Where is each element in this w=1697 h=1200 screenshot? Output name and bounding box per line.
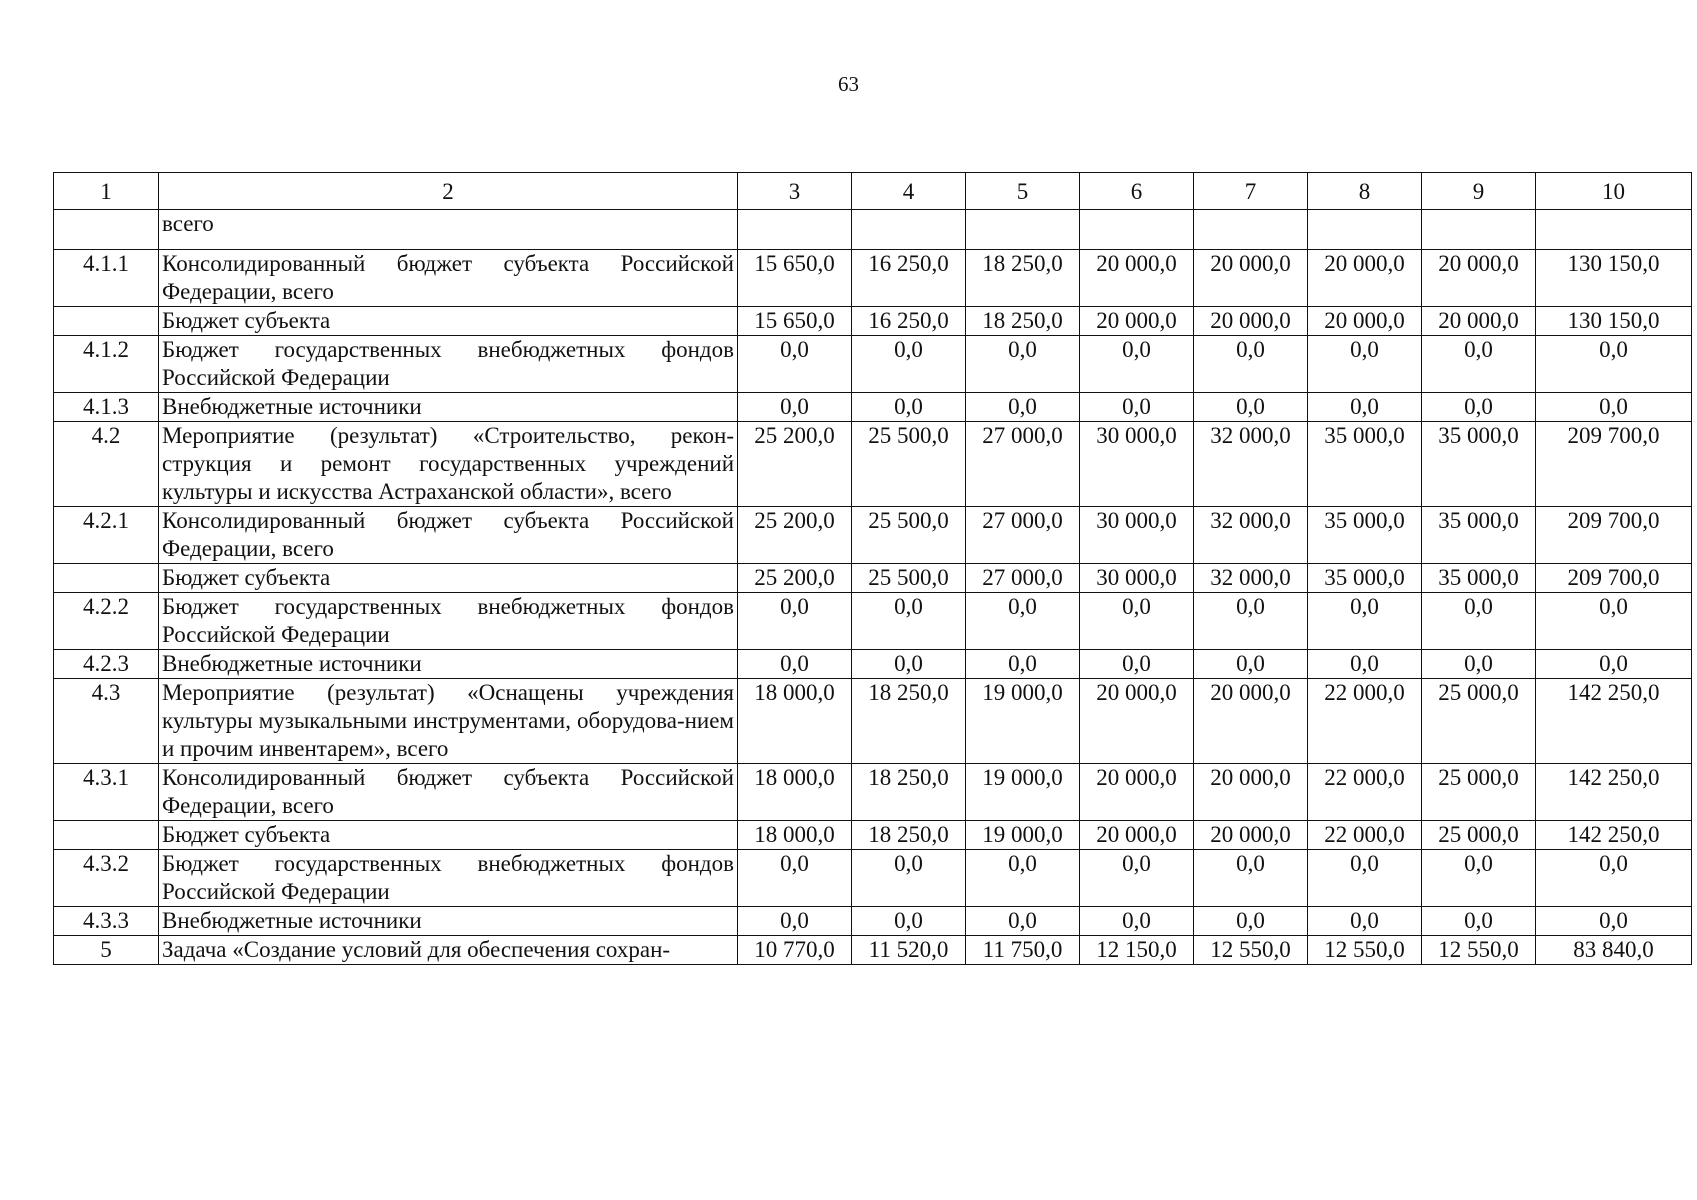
row-name: Внебюджетные источники (159, 393, 738, 422)
row-number: 4.3.2 (54, 850, 159, 907)
row-value: 0,0 (1308, 336, 1422, 393)
column-header: 3 (738, 173, 852, 210)
row-number (54, 210, 159, 250)
row-name: Бюджет государственных внебюджетных фондов Российской Федерации (159, 593, 738, 650)
row-total-value: 0,0 (1536, 593, 1692, 650)
row-value: 32 000,0 (1194, 422, 1308, 507)
row-value: 12 150,0 (1080, 936, 1194, 965)
row-value: 0,0 (1308, 907, 1422, 936)
row-name: Консолидированный бюджет субъекта Российской Федерации, всего (159, 507, 738, 564)
row-value: 0,0 (1194, 336, 1308, 393)
row-value: 0,0 (966, 850, 1080, 907)
row-name: Бюджет государственных внебюджетных фондов Российской Федерации (159, 850, 738, 907)
table-row (54, 336, 1692, 393)
row-value: 0,0 (738, 336, 852, 393)
row-value: 12 550,0 (1194, 936, 1308, 965)
row-value: 11 520,0 (852, 936, 966, 965)
row-value: 25 000,0 (1422, 679, 1536, 764)
row-value: 0,0 (852, 907, 966, 936)
table-row (54, 564, 1692, 593)
row-number: 4.2.1 (54, 507, 159, 564)
row-name: всего (159, 210, 738, 250)
row-value: 20 000,0 (1308, 307, 1422, 336)
row-value: 20 000,0 (1194, 307, 1308, 336)
row-value: 18 000,0 (738, 821, 852, 850)
row-total-value: 142 250,0 (1536, 764, 1692, 821)
row-value: 0,0 (1080, 593, 1194, 650)
row-value: 0,0 (738, 650, 852, 679)
row-value: 0,0 (852, 850, 966, 907)
row-value: 0,0 (966, 907, 1080, 936)
row-value: 0,0 (1308, 393, 1422, 422)
page-number: 63 (838, 72, 859, 96)
row-value: 25 000,0 (1422, 764, 1536, 821)
row-value: 0,0 (852, 650, 966, 679)
row-value: 25 000,0 (1422, 821, 1536, 850)
row-value (966, 210, 1080, 250)
column-header: 4 (852, 173, 966, 210)
table-row (54, 210, 1692, 250)
table-body (54, 210, 1692, 965)
row-total-value: 0,0 (1536, 850, 1692, 907)
row-value: 0,0 (1422, 907, 1536, 936)
row-value: 22 000,0 (1308, 679, 1422, 764)
row-total-value: 83 840,0 (1536, 936, 1692, 965)
table-row (54, 250, 1692, 307)
row-value: 32 000,0 (1194, 507, 1308, 564)
row-value: 20 000,0 (1422, 250, 1536, 307)
table-row (54, 507, 1692, 564)
row-value: 30 000,0 (1080, 564, 1194, 593)
row-value: 18 250,0 (852, 679, 966, 764)
row-value (1194, 210, 1308, 250)
column-header: 1 (54, 173, 159, 210)
row-number: 4.2 (54, 422, 159, 507)
row-value: 0,0 (1422, 593, 1536, 650)
row-number: 4.1.3 (54, 393, 159, 422)
row-value: 27 000,0 (966, 422, 1080, 507)
column-header: 7 (1194, 173, 1308, 210)
row-value: 20 000,0 (1194, 821, 1308, 850)
row-name: Бюджет субъекта (159, 564, 738, 593)
row-value: 25 500,0 (852, 564, 966, 593)
column-number-header-row (54, 173, 1692, 210)
row-name: Задача «Создание условий для обеспечения сохран- (159, 936, 738, 965)
row-value: 0,0 (1194, 593, 1308, 650)
row-value: 0,0 (1194, 850, 1308, 907)
row-value: 22 000,0 (1308, 821, 1422, 850)
row-name: Внебюджетные источники (159, 650, 738, 679)
column-header: 9 (1422, 173, 1536, 210)
row-value: 0,0 (1080, 393, 1194, 422)
row-value: 0,0 (1308, 850, 1422, 907)
row-total-value: 130 150,0 (1536, 307, 1692, 336)
row-value: 0,0 (738, 593, 852, 650)
row-value: 32 000,0 (1194, 564, 1308, 593)
row-value: 20 000,0 (1080, 679, 1194, 764)
table-row (54, 650, 1692, 679)
table-row (54, 764, 1692, 821)
table-row (54, 593, 1692, 650)
table-row (54, 850, 1692, 907)
row-total-value: 0,0 (1536, 650, 1692, 679)
row-value: 0,0 (966, 393, 1080, 422)
row-name: Бюджет субъекта (159, 821, 738, 850)
row-value: 0,0 (1080, 650, 1194, 679)
row-value: 12 550,0 (1308, 936, 1422, 965)
row-value: 18 250,0 (966, 250, 1080, 307)
row-value (738, 210, 852, 250)
table-row (54, 307, 1692, 336)
row-total-value: 209 700,0 (1536, 507, 1692, 564)
row-value: 0,0 (738, 393, 852, 422)
row-number: 4.3.1 (54, 764, 159, 821)
row-value: 25 200,0 (738, 564, 852, 593)
row-value: 27 000,0 (966, 564, 1080, 593)
row-value: 35 000,0 (1308, 564, 1422, 593)
table-row (54, 907, 1692, 936)
row-value: 20 000,0 (1194, 250, 1308, 307)
row-value: 15 650,0 (738, 307, 852, 336)
column-header: 6 (1080, 173, 1194, 210)
row-value: 19 000,0 (966, 821, 1080, 850)
column-header: 10 (1536, 173, 1692, 210)
row-value: 19 000,0 (966, 764, 1080, 821)
row-value: 0,0 (1080, 850, 1194, 907)
row-value: 0,0 (966, 336, 1080, 393)
row-name: Внебюджетные источники (159, 907, 738, 936)
row-value: 0,0 (1308, 593, 1422, 650)
column-header: 2 (159, 173, 738, 210)
row-total-value: 142 250,0 (1536, 679, 1692, 764)
row-value: 0,0 (966, 650, 1080, 679)
row-value: 20 000,0 (1080, 764, 1194, 821)
row-value: 20 000,0 (1080, 250, 1194, 307)
row-value (1308, 210, 1422, 250)
row-total-value: 0,0 (1536, 393, 1692, 422)
row-value: 35 000,0 (1308, 507, 1422, 564)
row-number: 4.3.3 (54, 907, 159, 936)
row-name: Консолидированный бюджет субъекта Российской Федерации, всего (159, 250, 738, 307)
row-number (54, 564, 159, 593)
row-value: 18 250,0 (966, 307, 1080, 336)
row-value: 12 550,0 (1422, 936, 1536, 965)
row-value: 0,0 (1080, 336, 1194, 393)
row-name: Мероприятие (результат) «Оснащены учреждения культуры музыкальными инструментами, оборудова-нием и прочим инвентарем», всего (159, 679, 738, 764)
row-value: 0,0 (1194, 650, 1308, 679)
row-value: 0,0 (852, 593, 966, 650)
row-value (1080, 210, 1194, 250)
row-value: 20 000,0 (1080, 307, 1194, 336)
row-value: 18 250,0 (852, 764, 966, 821)
table-row (54, 936, 1692, 965)
row-value: 30 000,0 (1080, 422, 1194, 507)
row-value: 0,0 (1194, 393, 1308, 422)
row-value: 0,0 (1422, 650, 1536, 679)
row-value: 35 000,0 (1308, 422, 1422, 507)
budget-table (53, 172, 1692, 965)
row-value: 35 000,0 (1422, 422, 1536, 507)
row-value: 0,0 (1422, 850, 1536, 907)
row-number (54, 821, 159, 850)
row-total-value: 0,0 (1536, 336, 1692, 393)
row-value: 30 000,0 (1080, 507, 1194, 564)
row-value: 0,0 (1080, 907, 1194, 936)
row-value: 11 750,0 (966, 936, 1080, 965)
row-value (1422, 210, 1536, 250)
row-value: 16 250,0 (852, 307, 966, 336)
row-value (852, 210, 966, 250)
table-row (54, 422, 1692, 507)
row-value: 27 000,0 (966, 507, 1080, 564)
row-value: 20 000,0 (1194, 764, 1308, 821)
column-header: 8 (1308, 173, 1422, 210)
row-value: 0,0 (966, 593, 1080, 650)
row-name: Бюджет субъекта (159, 307, 738, 336)
row-number: 5 (54, 936, 159, 965)
row-value: 18 250,0 (852, 821, 966, 850)
row-number: 4.3 (54, 679, 159, 764)
table-row (54, 821, 1692, 850)
row-value: 20 000,0 (1194, 679, 1308, 764)
row-value: 16 250,0 (852, 250, 966, 307)
row-value: 20 000,0 (1080, 821, 1194, 850)
column-header: 5 (966, 173, 1080, 210)
row-value: 0,0 (738, 850, 852, 907)
row-total-value: 0,0 (1536, 907, 1692, 936)
row-value: 15 650,0 (738, 250, 852, 307)
row-total-value: 142 250,0 (1536, 821, 1692, 850)
row-number: 4.1.1 (54, 250, 159, 307)
row-value: 35 000,0 (1422, 507, 1536, 564)
table-row (54, 393, 1692, 422)
row-value: 35 000,0 (1422, 564, 1536, 593)
row-value: 18 000,0 (738, 679, 852, 764)
row-total-value: 209 700,0 (1536, 564, 1692, 593)
row-total-value (1536, 210, 1692, 250)
row-value: 0,0 (738, 907, 852, 936)
row-value: 0,0 (1308, 650, 1422, 679)
row-value: 25 500,0 (852, 422, 966, 507)
row-value: 19 000,0 (966, 679, 1080, 764)
row-number: 4.2.3 (54, 650, 159, 679)
row-number: 4.2.2 (54, 593, 159, 650)
row-value: 20 000,0 (1308, 250, 1422, 307)
row-value: 0,0 (1422, 393, 1536, 422)
table-row (54, 679, 1692, 764)
row-value: 0,0 (852, 393, 966, 422)
row-value: 22 000,0 (1308, 764, 1422, 821)
row-number: 4.1.2 (54, 336, 159, 393)
row-name: Мероприятие (результат) «Строительство, рекон-струкция и ремонт государственных учреждений культуры и искусства Астраханской области», всего (159, 422, 738, 507)
row-name: Консолидированный бюджет субъекта Российской Федерации, всего (159, 764, 738, 821)
row-name: Бюджет государственных внебюджетных фондов Российской Федерации (159, 336, 738, 393)
row-value: 0,0 (1194, 907, 1308, 936)
row-value: 25 200,0 (738, 507, 852, 564)
row-value: 18 000,0 (738, 764, 852, 821)
row-total-value: 130 150,0 (1536, 250, 1692, 307)
row-value: 25 500,0 (852, 507, 966, 564)
row-value: 25 200,0 (738, 422, 852, 507)
row-number (54, 307, 159, 336)
row-value: 10 770,0 (738, 936, 852, 965)
row-value: 0,0 (1422, 336, 1536, 393)
row-value: 0,0 (852, 336, 966, 393)
row-total-value: 209 700,0 (1536, 422, 1692, 507)
row-value: 20 000,0 (1422, 307, 1536, 336)
